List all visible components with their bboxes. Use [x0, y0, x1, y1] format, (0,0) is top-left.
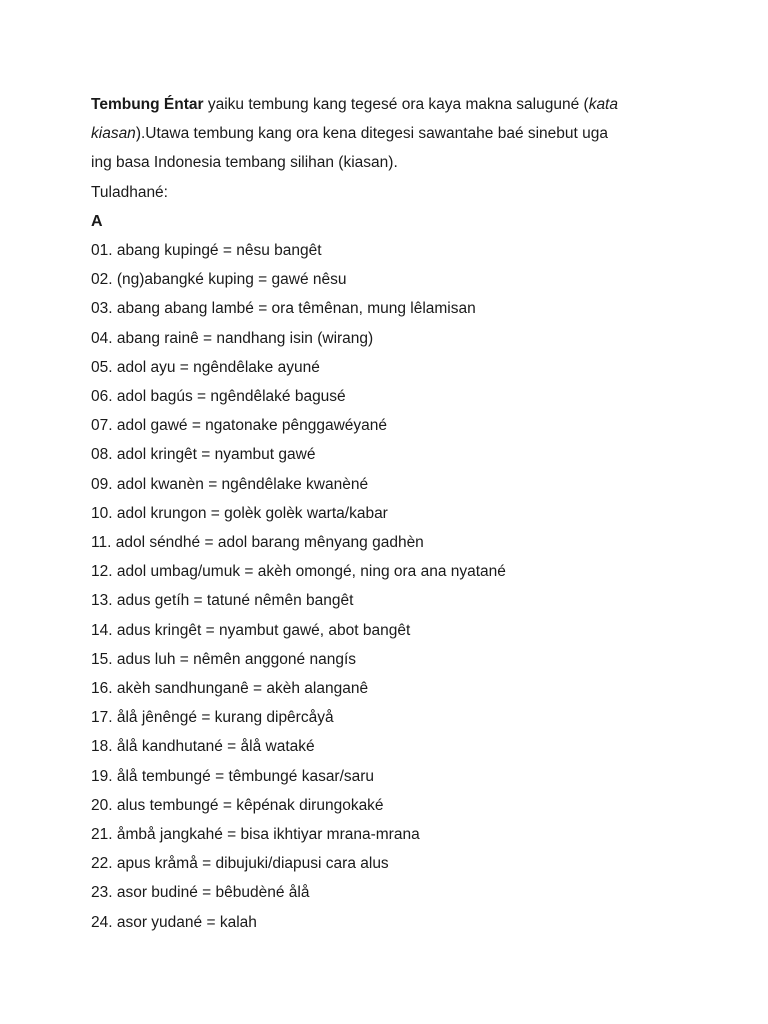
entry-list: [91, 236, 691, 937]
list-item: 07. adol gawé = ngatonake pênggawéyané: [91, 417, 388, 435]
intro-italic-2: kiasan: [91, 125, 136, 143]
list-item: 24. asor yudané = kalah: [91, 913, 257, 931]
list-item: 18. ålå kandhutané = ålå wataké: [91, 738, 315, 756]
intro-term: Tembung Éntar: [91, 96, 204, 113]
intro-italic-1: kata: [588, 96, 618, 113]
list-item: 19. ålå tembungé = têmbungé kasar/saru: [91, 767, 375, 785]
intro-line-1: [91, 90, 691, 119]
list-item: 02. (ng)abangké kuping = gawé nêsu: [91, 271, 347, 289]
list-item: 08. adol kringêt = nyambut gawé: [91, 446, 316, 464]
list-item: 15. adus luh = nêmên anggoné nangís: [91, 650, 357, 668]
examples-label: Tuladhané:: [91, 183, 168, 201]
intro-text-1: yaiku tembung kang tegesé ora kaya makna saluguné (: [203, 96, 589, 113]
list-item: 03. abang abang lambé = ora têmênan, mung lêlamisan: [91, 300, 476, 318]
list-item: 14. adus kringêt = nyambut gawé, abot bangêt: [91, 621, 411, 639]
list-item: 11. adol séndhé = adol barang mênyang gadhèn: [91, 534, 424, 552]
list-item: 12. adol umbag/umuk = akèh omongé, ning ora ana nyatané: [91, 563, 506, 581]
list-item: 06. adol bagús = ngêndêlaké bagusé: [91, 388, 346, 406]
list-item: 22. apus kråmå = dibujuki/diapusi cara alus: [91, 855, 389, 873]
section-letter: A: [91, 212, 103, 230]
document-page: [91, 90, 691, 937]
list-item: 17. ålå jênêngé = kurang dipêrcåyå: [91, 709, 334, 727]
intro-line-3: ing basa Indonesia tembang silihan (kiasan).: [91, 154, 398, 172]
list-item: 13. adus getíh = tatuné nêmên bangêt: [91, 592, 354, 610]
list-item: 09. adol kwanèn = ngêndêlake kwanèné: [91, 475, 369, 493]
list-item: 16. akèh sandhunganê = akèh alanganê: [91, 680, 369, 698]
list-item: 20. alus tembungé = kêpénak dirungokaké: [91, 796, 384, 814]
list-item: 10. adol krungon = golèk golèk warta/kabar: [91, 504, 388, 522]
list-item: 23. asor budiné = bêbudèné ålå: [91, 884, 310, 902]
list-item: 01. abang kupingé = nêsu bangêt: [91, 242, 322, 260]
intro-line-2: [91, 119, 691, 148]
list-item: 04. abang rainê = nandhang isin (wirang): [91, 329, 374, 347]
list-item: 21. åmbå jangkahé = bisa ikhtiyar mrana-mrana: [91, 826, 420, 844]
intro-text-2: ).Utawa tembung kang ora kena ditegesi sawantahe baé sinebut uga: [135, 125, 609, 143]
list-item: 05. adol ayu = ngêndêlake ayuné: [91, 358, 320, 376]
